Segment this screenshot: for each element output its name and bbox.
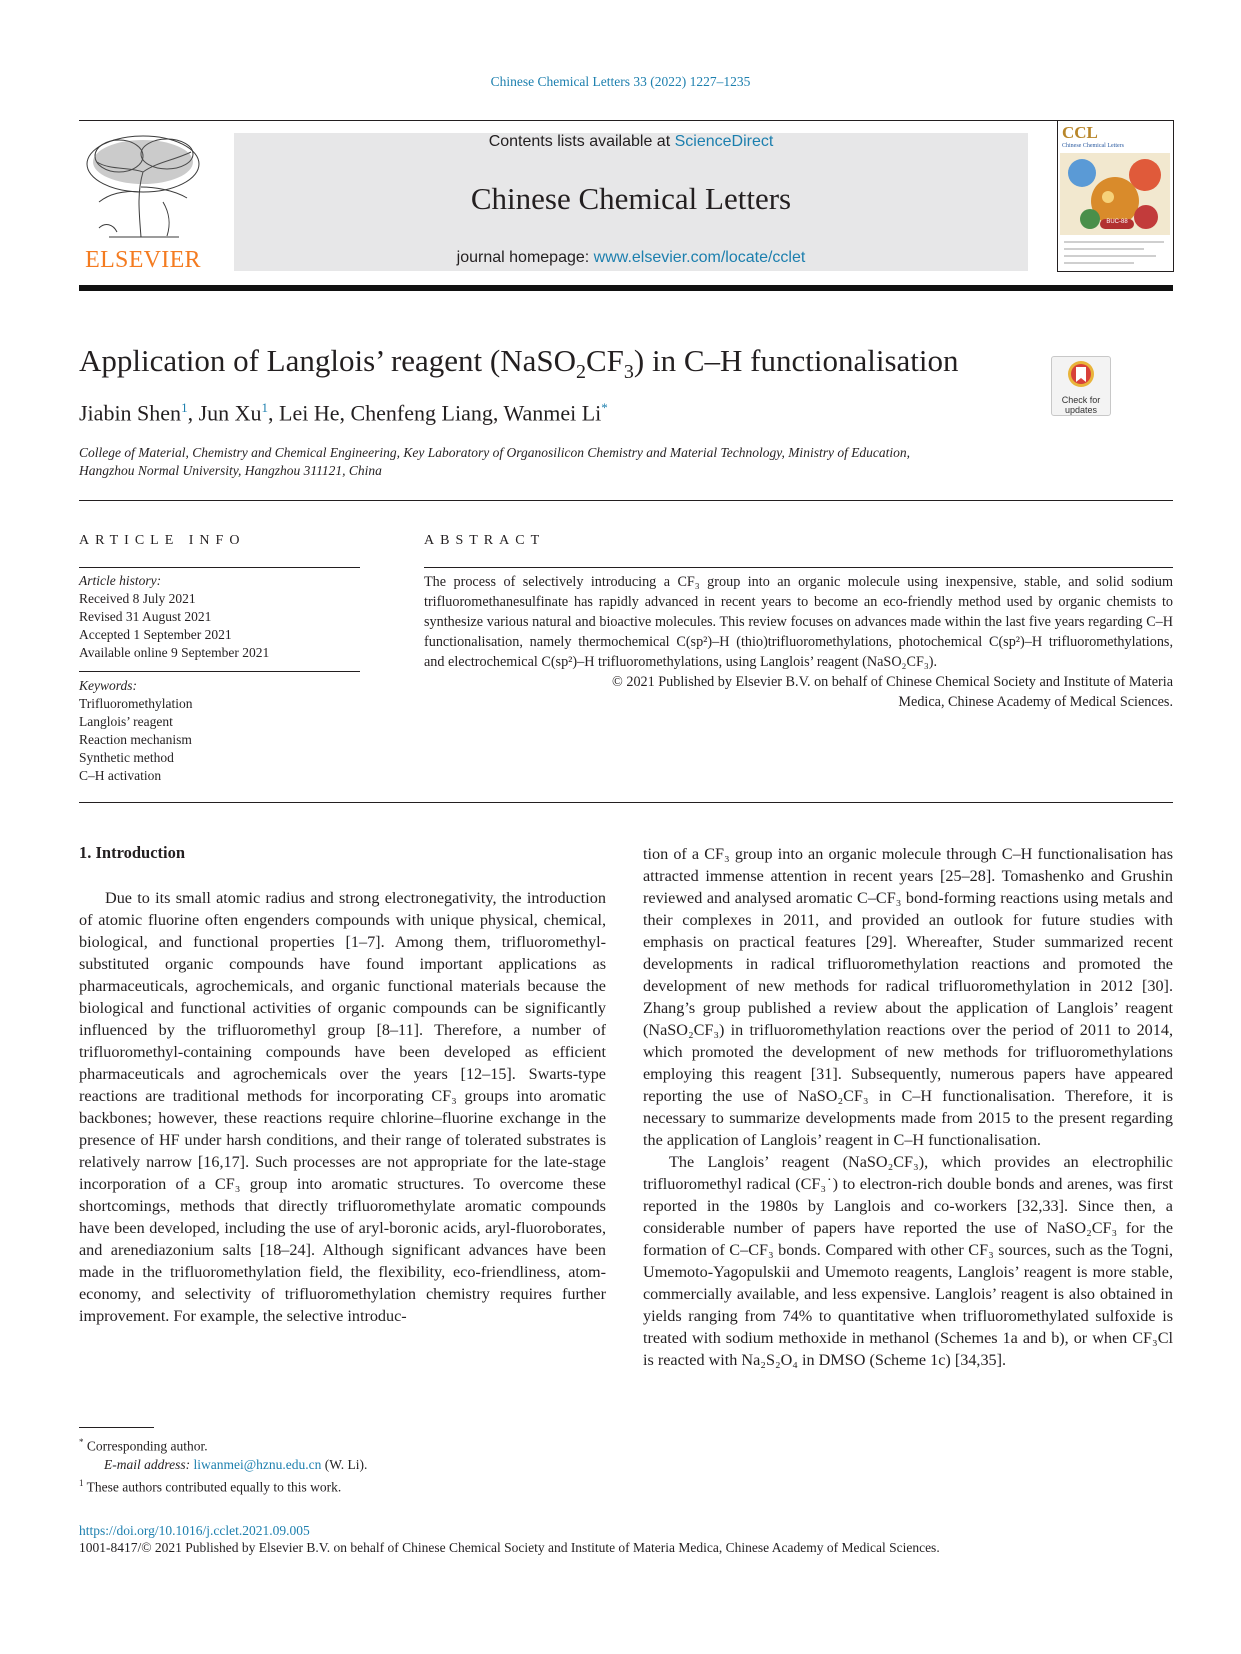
history-list xyxy=(79,590,360,662)
title-part: CF xyxy=(586,343,624,378)
header-bottom-rule xyxy=(79,285,1173,291)
cover-text-line xyxy=(1064,248,1144,250)
homepage-link[interactable]: www.elsevier.com/locate/cclet xyxy=(593,249,806,266)
intro-column-left xyxy=(79,887,606,1327)
cover-text-line xyxy=(1064,241,1164,243)
journal-name: Chinese Chemical Letters xyxy=(470,181,792,216)
intro-paragraph: Due to its small atomic radius and strong electronegativity, the introduction of atomic fluorine often engenders compounds with unique physical, chemical, biological, and functional properties [1–7]. Among them, trifluoromethyl-substituted organic compounds have found important applications as pharmaceuticals, agrochemicals, and organic functional materials because the biological and functional activities of organic compounds can be significantly influenced by the trifluoromethyl group [8–11]. Therefore, a number of trifluoromethyl-containing compounds have been developed as efficient pharmaceuticals and agrochemicals over the years [12–15]. Swarts-type reactions are traditional methods for incorporating CF₃ groups into aromatic backbones; however, these reactions require chlorine–fluorine exchange in the presence of HF under harsh conditions, and their range of tolerated substrates is relatively narrow [16,17]. Such processes are not appropriate for the late-stage incorporation of a CF₃ group into aromatic structures. To overcome these shortcomings, methods that directly trifluoromethylate aromatic compounds have been developed, including the use of aryl-boronic acids, aryl-fluoroborates, and arenediazonium salts [18–24]. Although significant advances have been made in the trifluoromethylation field, the flexibility, eco-friendliness, atom-economy, and selectivity of trifluoromethylation chemistry requires further improvement. For example, the selective introduc- xyxy=(79,889,606,1325)
bookmark-icon xyxy=(1052,357,1110,391)
article-info-rule xyxy=(79,567,360,568)
affiliation xyxy=(79,444,1019,480)
abstract-copyright-line: Medica, Chinese Academy of Medical Sciences. xyxy=(898,694,1173,710)
keyword-item: C–H activation xyxy=(79,768,162,783)
corresponding-text: Corresponding author. xyxy=(86,1438,208,1454)
intro-paragraph: The Langlois’ reagent (NaSO₂CF₃), which provides an electrophilic trifluoromethyl radical (CF₃˙) to electron-rich double bonds and arenes, was first reported in the 1980s by Langlois and co-workers [32,33]. Since then, a considerable number of papers have reported the use of NaSO₂CF₃ for the formation of C–CF₃ bonds. Compared with other CF₃ sources, such as the Togni, Umemoto-Yagopulskii and Umemoto reagents, Langlois’ reagent is more stable, commercially available, and less expensive. Langlois’ reagent is also obtained in yields ranging from 74% to quantitative when trifluoromethylated sulfoxide is treated with sodium methoxide in methanol (Schemes 1a and b), or when CF₃Cl is reacted with Na₂S₂O₄ in DMSO (Scheme 1c) [34,35]. xyxy=(643,1153,1173,1369)
article-info-heading: ARTICLE INFO xyxy=(79,533,246,548)
email-link[interactable]: liwanmei@hznu.edu.cn xyxy=(193,1456,322,1472)
intro-paragraph: tion of a CF₃ group into an organic molecule through C–H functionalisation has attracted immense attention in recent years [25–28]. Tomashenko and Grushin reviewed and analysed aromatic C–CF₃ bond-forming reactions using metals and their complexes in 2011, and provided an outlook for future studies with emphasis on practical features [29]. Whereafter, Studer summarized recent developments in radical trifluoromethylation reactions and promoted the development of new methods for radical trifluoromethylation in 2012 [30]. Zhang’s group published a review about the application of Langlois’ reagent (NaSO₂CF₃) in trifluoromethylation reactions over the period of 2011 to 2014, which promoted the development of new methods for trifluoromethylations employing this reagent [31]. Subsequently, numerous papers have appeared reporting the use of NaSO₂CF₃ in C–H functionalisation. Therefore, it is necessary to summarize developments made from 2015 to the present regarding the application of Langlois’ reagent in C–H functionalisation. xyxy=(643,845,1173,1149)
author-name[interactable]: Wanmei Li xyxy=(503,400,602,426)
equal-contribution-text: These authors contributed equally to this work. xyxy=(86,1479,342,1494)
section-rule xyxy=(79,500,1173,501)
cover-text-line xyxy=(1064,262,1134,264)
issn-line: 1001-8417/© 2021 Published by Elsevier B.V. on behalf of Chinese Chemical Society and Institute of Materia Medica, Chinese Academy of Medical Sciences. xyxy=(79,1540,940,1555)
homepage-line xyxy=(234,249,1028,267)
contents-prefix: Contents lists available at xyxy=(488,133,671,150)
email-label: E-mail address: xyxy=(104,1456,191,1472)
history-item: Available online 9 September 2021 xyxy=(79,645,270,660)
footnote-corresponding: * Corresponding author. xyxy=(79,1437,208,1454)
cover-subtitle: Chinese Chemical Letters xyxy=(1062,143,1124,149)
author-mark[interactable]: * xyxy=(601,400,608,415)
affiliation-line: College of Material, Chemistry and Chemical Engineering, Key Laboratory of Organosilicon Chemistry and Material Technology, Ministry of Education, xyxy=(79,445,911,460)
author-separator: , xyxy=(187,400,199,426)
page-footer xyxy=(79,1522,1173,1556)
email-suffix: (W. Li). xyxy=(324,1456,368,1472)
abstract-heading: ABSTRACT xyxy=(424,533,546,548)
history-item: Received 8 July 2021 xyxy=(79,591,196,606)
check-for-updates-button[interactable] xyxy=(1051,356,1111,416)
title-subscript: 2 xyxy=(576,361,586,384)
cover-abbrev: CCL xyxy=(1062,123,1098,142)
keywords-rule xyxy=(79,671,360,672)
history-item: Accepted 1 September 2021 xyxy=(79,627,232,642)
cover-text-line xyxy=(1064,255,1156,257)
footnotes xyxy=(79,1433,606,1496)
keywords-label: Keywords: xyxy=(79,678,137,693)
abstract-copyright-line: © 2021 Published by Elsevier B.V. on behalf of Chinese Chemical Society and Institute of Materia xyxy=(612,674,1173,690)
author-name[interactable]: Chenfeng Liang xyxy=(350,400,493,426)
article-title xyxy=(79,343,959,384)
doi-link[interactable]: https://doi.org/10.1016/j.cclet.2021.09.005 xyxy=(79,1523,310,1538)
author-separator: , xyxy=(268,400,280,426)
history-label: Article history: xyxy=(79,573,162,588)
keyword-item: Langlois’ reagent xyxy=(79,714,173,729)
keyword-item: Reaction mechanism xyxy=(79,732,192,747)
title-part: Application of Langlois’ reagent (NaSO xyxy=(79,343,576,378)
abstract-rule xyxy=(424,567,1173,568)
footnote-equal: $^1$ These authors contributed equally to this work. xyxy=(79,1477,342,1494)
intro-heading: 1. Introduction xyxy=(79,843,186,862)
contents-line xyxy=(234,133,1028,151)
cover-badge: BUC-88 xyxy=(1106,219,1128,225)
elsevier-wordmark[interactable]: ELSEVIER xyxy=(85,247,201,273)
author-name[interactable]: Lei He xyxy=(279,400,340,426)
author-mark[interactable]: 1 xyxy=(181,400,188,415)
intro-column-right xyxy=(643,843,1173,1371)
section-rule xyxy=(79,802,1173,803)
affiliation-line: Hangzhou Normal University, Hangzhou 311121, China xyxy=(79,463,382,478)
header-top-rule xyxy=(79,120,1173,121)
keyword-item: Trifluoromethylation xyxy=(79,696,193,711)
author-separator: , xyxy=(339,400,351,426)
history-item: Revised 31 August 2021 xyxy=(79,609,212,624)
cover-artwork xyxy=(1060,153,1170,235)
check-updates-label: Check for updates xyxy=(1061,395,1101,415)
journal-citation[interactable]: Chinese Chemical Letters 33 (2022) 1227–1235 xyxy=(490,74,751,89)
footnote-email xyxy=(89,1456,606,1474)
author-separator: , xyxy=(492,400,504,426)
title-subscript: 3 xyxy=(623,361,634,384)
sciencedirect-link[interactable]: ScienceDirect xyxy=(674,133,774,150)
title-part: ) in C–H functionalisation xyxy=(633,343,959,378)
abstract-text: The process of selectively introducing a CF₃ group into an organic molecule using inexpensive, stable, and solid sodium trifluoromethanesulfinate has rapidly advanced in recent years to become an eco-friendly method used by organic chemists to synthesize various natural and bioactive molecules. This review focuses on advances made within the last five years regarding C–H functionalisation, namely thermochemical C(sp²)–H (thio)trifluoromethylations, photochemical C(sp²)–H trifluoromethylations, and electrochemical C(sp²)–H trifluoromethylations, using Langlois’ reagent (NaSO₂CF₃). xyxy=(424,574,1173,670)
author-list xyxy=(79,400,608,426)
footnote-rule xyxy=(79,1427,154,1428)
keyword-item: Synthetic method xyxy=(79,750,174,765)
abstract-body xyxy=(424,572,1173,712)
article-history xyxy=(79,572,360,662)
author-mark[interactable]: 1 xyxy=(261,400,269,415)
author-name[interactable]: Jiabin Shen xyxy=(79,400,182,426)
author-name[interactable]: Jun Xu xyxy=(198,400,262,426)
journal-cover[interactable] xyxy=(1057,120,1174,272)
keywords-block xyxy=(79,677,360,785)
homepage-prefix: journal homepage: xyxy=(456,249,590,266)
keywords-list xyxy=(79,695,360,785)
